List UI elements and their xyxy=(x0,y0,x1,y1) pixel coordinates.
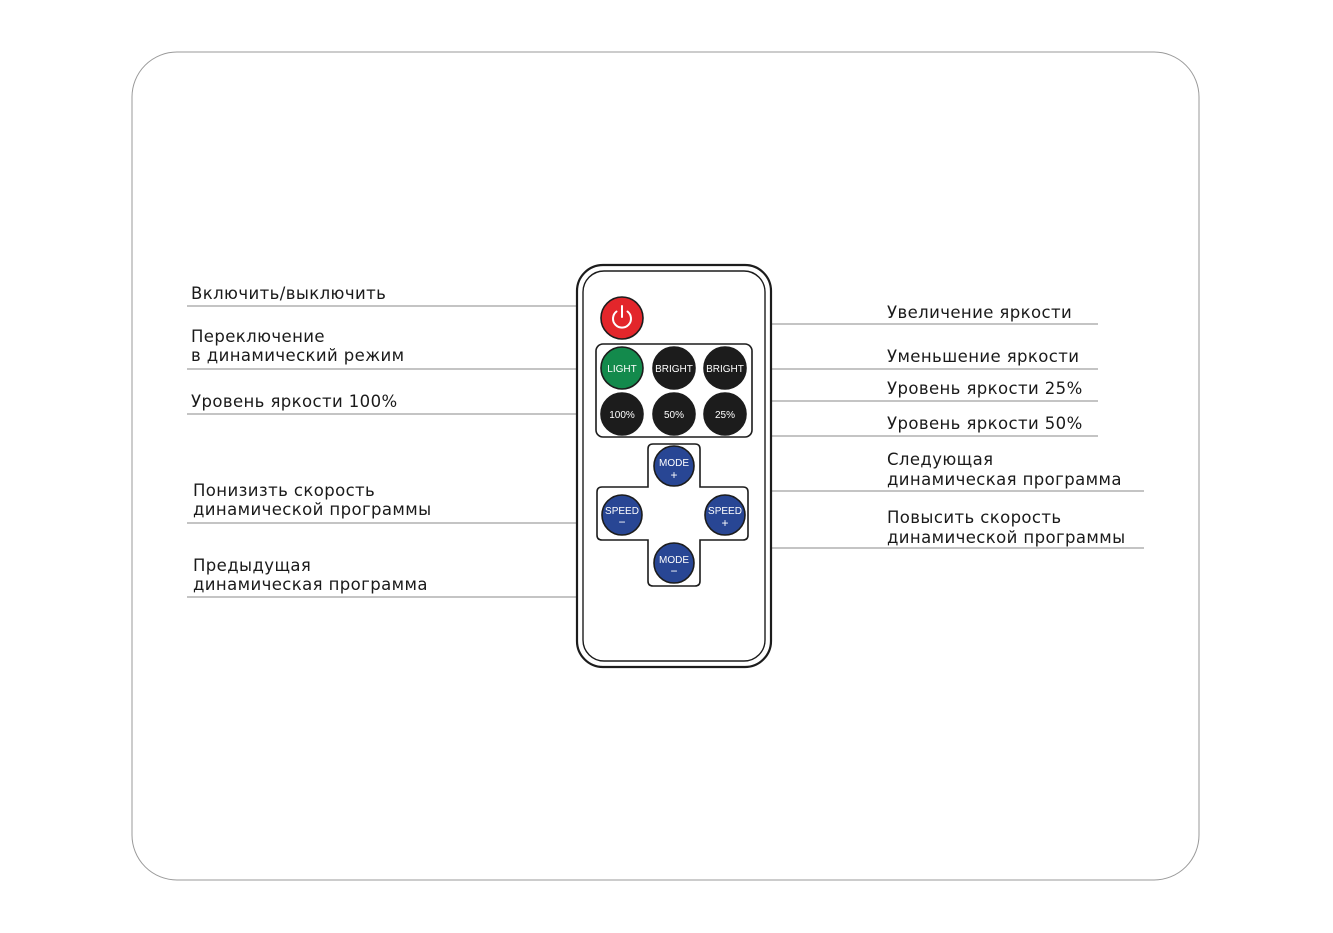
label-speed-down-line2: динамической программы xyxy=(193,500,432,519)
label-level-50: Уровень яркости 50% xyxy=(887,414,1083,433)
left-labels xyxy=(191,284,432,594)
label-bright-up: Увеличение яркости xyxy=(887,303,1073,322)
mode-minus-sign: − xyxy=(670,564,678,578)
bright-down-button[interactable] xyxy=(704,347,746,389)
label-speed-up-line2: динамической программы xyxy=(887,528,1126,547)
label-prev-line2: динамическая программа xyxy=(193,575,428,594)
mode-minus-label: MODE xyxy=(659,555,689,566)
level-25-label: 25% xyxy=(714,410,736,421)
mode-minus-button[interactable] xyxy=(654,543,694,583)
right-labels xyxy=(887,303,1126,547)
light-button-label: LIGHT xyxy=(607,364,637,375)
bright-up-label: BRIGHT xyxy=(655,364,693,375)
label-dynamic-switch-line1: Переключение xyxy=(191,327,325,346)
level-50-button[interactable] xyxy=(653,393,695,435)
label-next-line2: динамическая программа xyxy=(887,470,1122,489)
level-25-button[interactable] xyxy=(704,393,746,435)
label-speed-up-line1: Повысить скорость xyxy=(887,508,1062,527)
speed-plus-sign: + xyxy=(721,516,729,530)
mode-plus-label: MODE xyxy=(659,458,689,469)
level-100-label: 100% xyxy=(609,410,635,421)
level-50-label: 50% xyxy=(663,410,685,421)
speed-minus-label: SPEED xyxy=(605,506,639,517)
speed-plus-button[interactable] xyxy=(705,495,745,535)
power-button[interactable] xyxy=(601,297,643,339)
label-power: Включить/выключить xyxy=(191,284,387,303)
label-dynamic-switch-line2: в динамический режим xyxy=(191,346,405,365)
leader-level-25 xyxy=(725,401,1098,412)
speed-minus-sign: − xyxy=(618,515,626,529)
label-prev-line1: Предыдущая xyxy=(193,556,312,575)
mode-plus-button[interactable] xyxy=(654,446,694,486)
label-speed-down-line1: Понизизть скорость xyxy=(193,481,376,500)
label-level-25: Уровень яркости 25% xyxy=(887,379,1083,398)
label-bright-down: Уменьшение яркости xyxy=(887,347,1080,366)
speed-plus-label: SPEED xyxy=(708,506,742,517)
bright-down-label: BRIGHT xyxy=(706,364,744,375)
label-level-100: Уровень яркости 100% xyxy=(191,392,398,411)
level-100-button[interactable] xyxy=(601,393,643,435)
light-button[interactable] xyxy=(601,347,643,389)
label-next-line1: Следующая xyxy=(887,450,994,469)
bright-up-button[interactable] xyxy=(653,347,695,389)
mode-plus-sign: + xyxy=(670,468,678,482)
speed-minus-button[interactable] xyxy=(602,495,642,535)
